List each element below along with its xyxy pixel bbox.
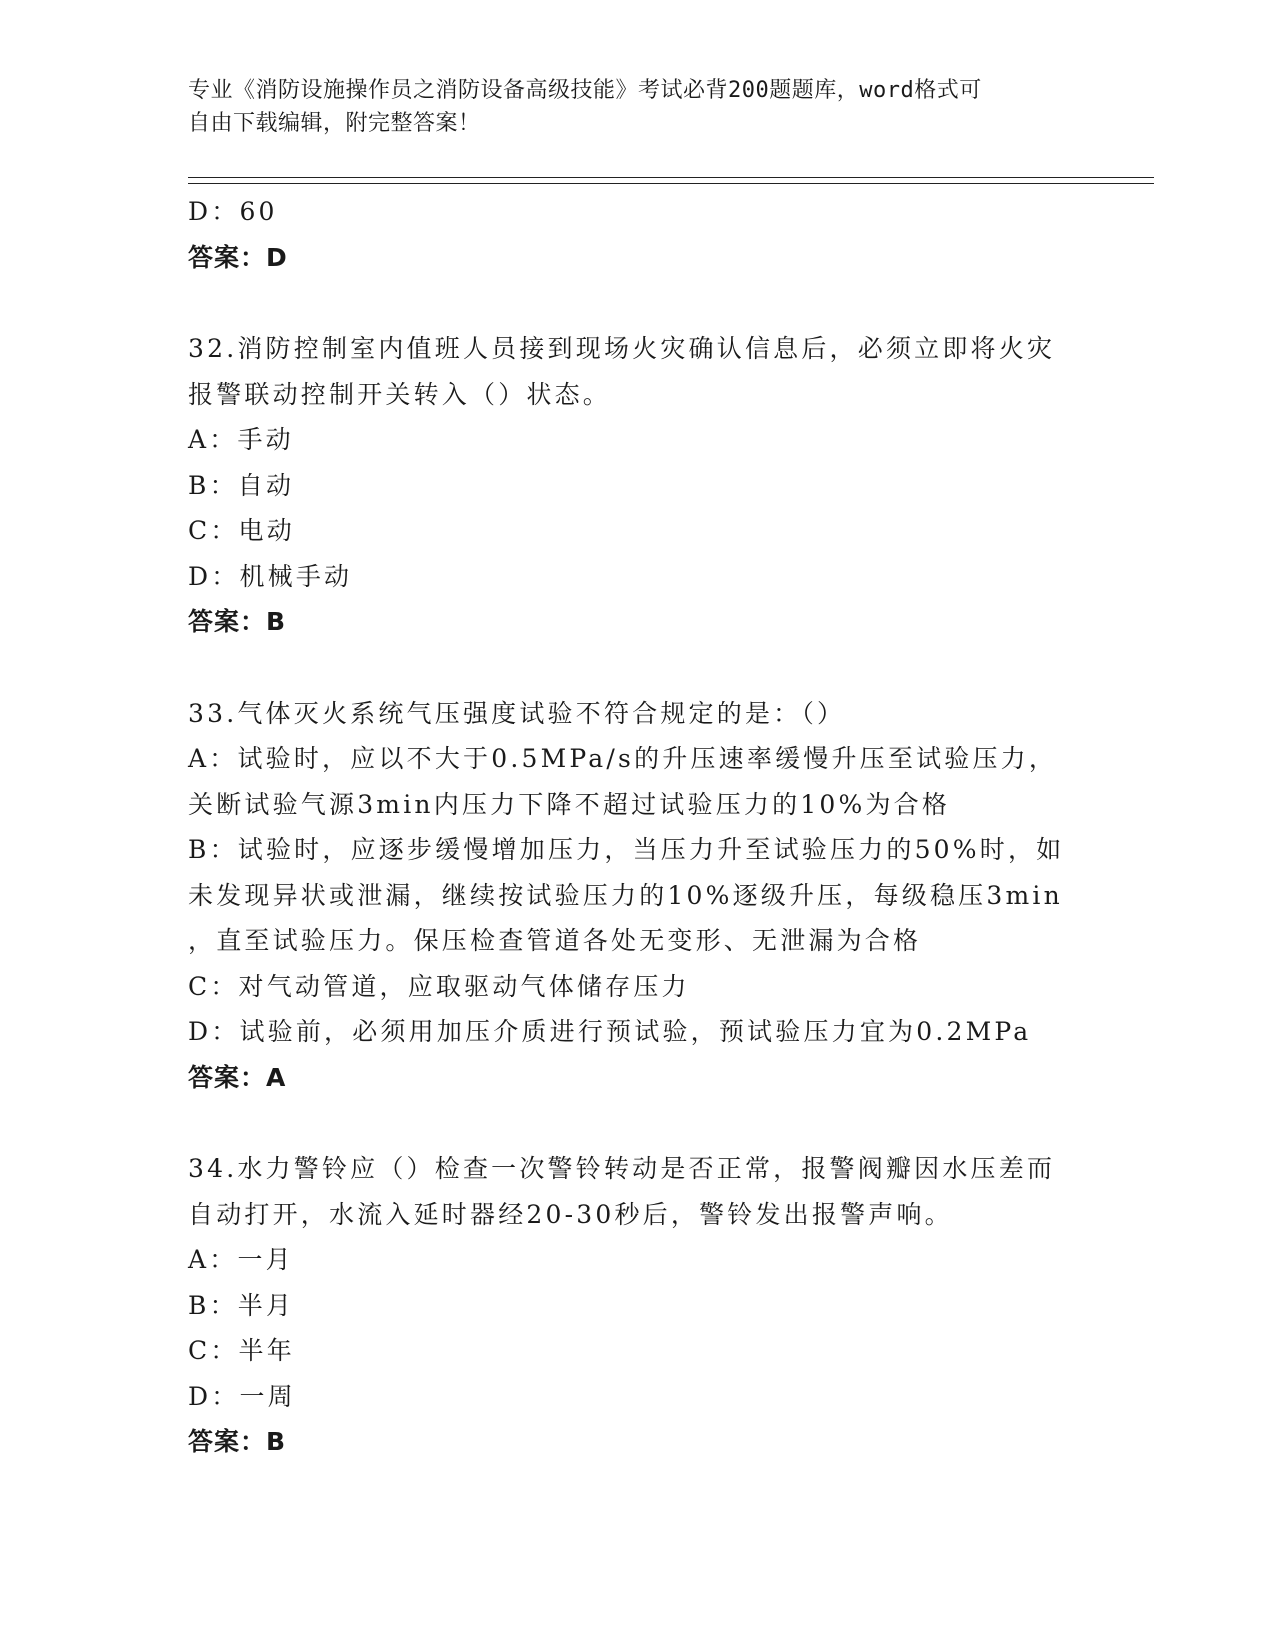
answer: 答案：B bbox=[188, 607, 287, 636]
option-d: D：一周 bbox=[188, 1381, 296, 1411]
option-d: D：机械手动 bbox=[188, 561, 353, 591]
question-stem: 报警联动控制开关转入（）状态。 bbox=[188, 379, 612, 409]
option-c: C：对气动管道，应取驱动气体储存压力 bbox=[188, 971, 690, 1001]
option-d: D：60 bbox=[188, 197, 278, 226]
option-b-continued: ，直至试验压力。保压检查管道各处无变形、无泄漏为合格 bbox=[188, 926, 922, 955]
spacer bbox=[188, 645, 1088, 691]
option-d: D：试验前，必须用加压介质进行预试验，预试验压力宜为0.2MPa bbox=[188, 1017, 1032, 1046]
option-a-continued: 关断试验气源3min内压力下降不超过试验压力的10%为合格 bbox=[188, 789, 951, 819]
answer: 答案：A bbox=[188, 1062, 287, 1092]
question-stem: 32.消防控制室内值班人员接到现场火灾确认信息后，必须立即将火灾 bbox=[188, 334, 1056, 363]
header-line-1: 专业《消防设施操作员之消防设备高级技能》考试必背200题题库，word格式可 bbox=[188, 78, 982, 103]
question-stem: 33.气体灭火系统气压强度试验不符合规定的是：（） bbox=[188, 698, 846, 728]
question-list bbox=[188, 189, 1088, 1465]
option-a: A：一月 bbox=[188, 1245, 294, 1274]
question-34 bbox=[188, 1146, 1088, 1465]
header-rule-bottom bbox=[188, 183, 1154, 184]
spacer bbox=[188, 1100, 1088, 1146]
option-a: A：手动 bbox=[188, 425, 294, 454]
option-b: B：半月 bbox=[188, 1290, 295, 1320]
option-c: C：半年 bbox=[188, 1336, 295, 1365]
option-b: B：试验时，应逐步缓慢增加压力，当压力升至试验压力的50%时，如 bbox=[188, 835, 1065, 864]
option-a: A：试验时，应以不大于0.5MPa/s的升压速率缓慢升压至试验压力， bbox=[188, 744, 1058, 773]
question-32 bbox=[188, 326, 1088, 645]
spacer bbox=[188, 280, 1088, 326]
question-33 bbox=[188, 691, 1088, 1101]
option-c: C：电动 bbox=[188, 516, 295, 545]
option-b-continued: 未发现异状或泄漏，继续按试验压力的10%逐级升压，每级稳压3min bbox=[188, 880, 1063, 910]
answer: 答案：B bbox=[188, 1427, 287, 1456]
answer: 答案：D bbox=[188, 242, 288, 272]
option-b: B：自动 bbox=[188, 470, 295, 500]
document-header bbox=[188, 74, 1068, 140]
header-line-2: 自由下载编辑，附完整答案！ bbox=[188, 111, 481, 136]
question-stem: 34.水力警铃应（）检查一次警铃转动是否正常，报警阀瓣因水压差而 bbox=[188, 1154, 1056, 1183]
question-stem: 自动打开，水流入延时器经20-30秒后，警铃发出报警声响。 bbox=[188, 1199, 953, 1229]
question-31-tail bbox=[188, 189, 1088, 280]
header-rule-top bbox=[188, 177, 1154, 178]
